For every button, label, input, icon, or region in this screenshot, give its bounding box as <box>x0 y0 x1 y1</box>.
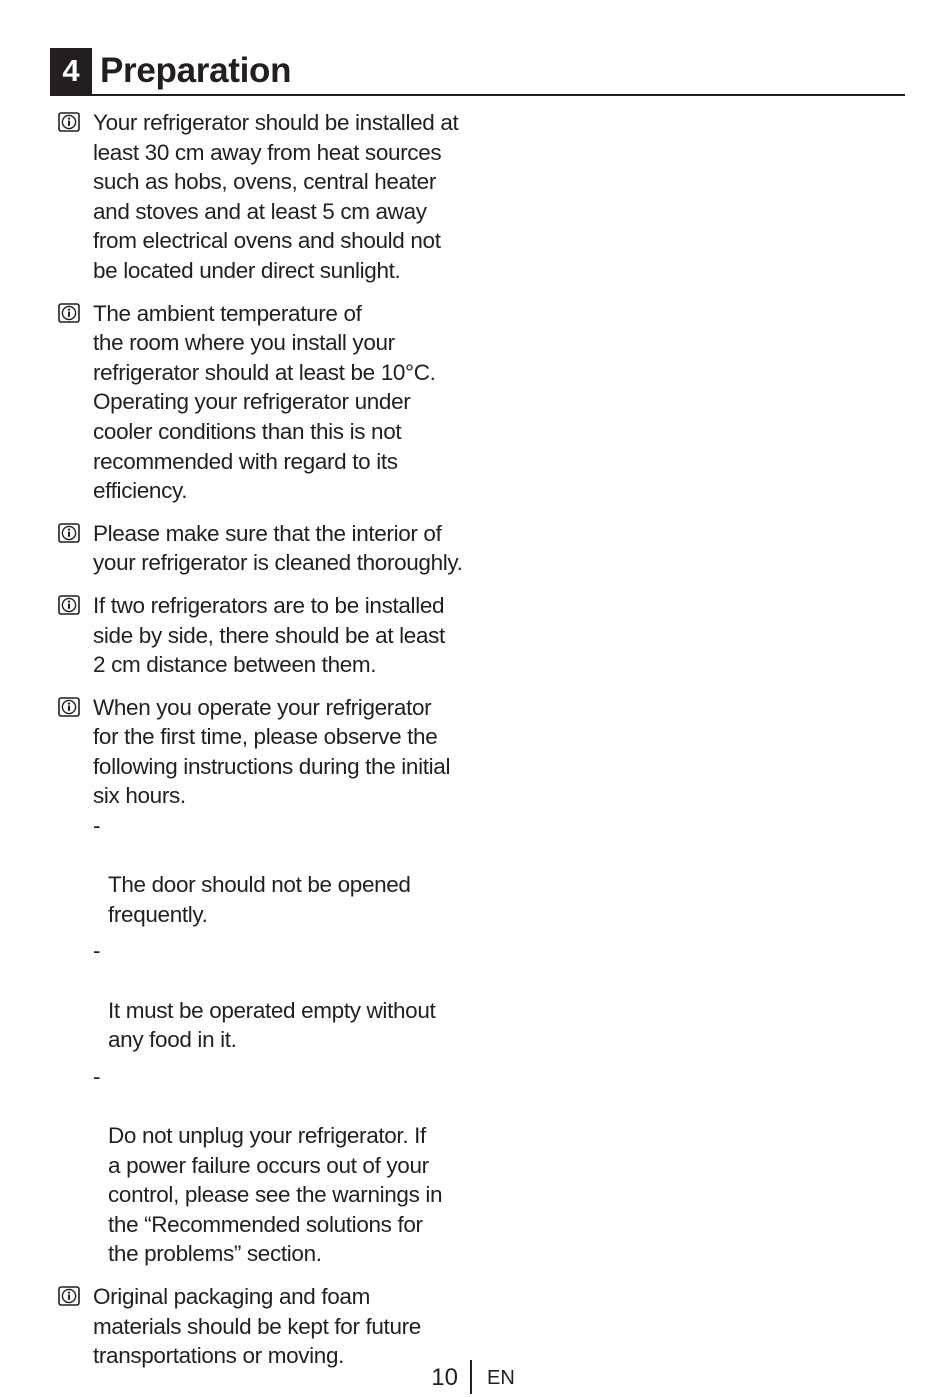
page-footer <box>0 1360 950 1396</box>
note-item <box>58 693 478 1269</box>
language-code: EN <box>487 1367 515 1389</box>
section-header <box>50 48 905 96</box>
info-icon <box>58 1286 80 1306</box>
sub-list <box>93 811 478 1269</box>
sub-list-item <box>93 936 478 1054</box>
info-icon <box>58 697 80 717</box>
info-icon <box>58 595 80 615</box>
note-text: Original packaging and foam materials should be kept for future transportations or moving. <box>93 1283 421 1369</box>
note-text: The ambient temperature of the room where you install your refrigerator should at least be 10°C. Operating your refrigerator under cooler conditions than this is not recommended with regard to its efficiency. <box>93 300 436 504</box>
page-number: 10 <box>431 1364 458 1391</box>
footer-divider <box>470 1360 472 1394</box>
info-icon <box>58 303 80 323</box>
info-icon <box>58 112 80 132</box>
sub-item-text: It must be operated empty without any food in it. <box>108 997 436 1053</box>
note-text: Please make sure that the interior of your refrigerator is cleaned thoroughly. <box>93 520 463 576</box>
note-item <box>58 299 478 506</box>
note-item <box>58 1282 478 1371</box>
sub-list-item <box>93 811 478 929</box>
dash-bullet: - <box>93 813 101 839</box>
dash-bullet: - <box>93 1063 101 1089</box>
sub-item-text: The door should not be opened frequently. <box>108 872 411 927</box>
sub-item-text: Do not unplug your refrigerator. If a power failure occurs out of your control, please see the warnings in the “Recommended solutions for the problems” section. <box>108 1123 443 1267</box>
note-item <box>58 591 478 680</box>
section-number: 4 <box>50 48 92 94</box>
sub-list-item <box>93 1062 478 1269</box>
section-title: Preparation <box>100 51 292 90</box>
note-item <box>58 519 478 578</box>
note-item <box>58 108 478 286</box>
info-icon <box>58 523 80 543</box>
note-text: If two refrigerators are to be installed side by side, there should be at least 2 cm distance between them. <box>93 592 445 678</box>
note-text: When you operate your refrigerator for the first time, please observe the following instructions during the initial six hours. <box>93 694 451 809</box>
note-text: Your refrigerator should be installed at least 30 cm away from heat sources such as hobs, ovens, central heater and stoves and at least 5 cm away from electrical ovens and should not be located under direct sunlight. <box>93 110 459 283</box>
notes-list <box>58 108 478 1384</box>
dash-bullet: - <box>93 938 101 964</box>
